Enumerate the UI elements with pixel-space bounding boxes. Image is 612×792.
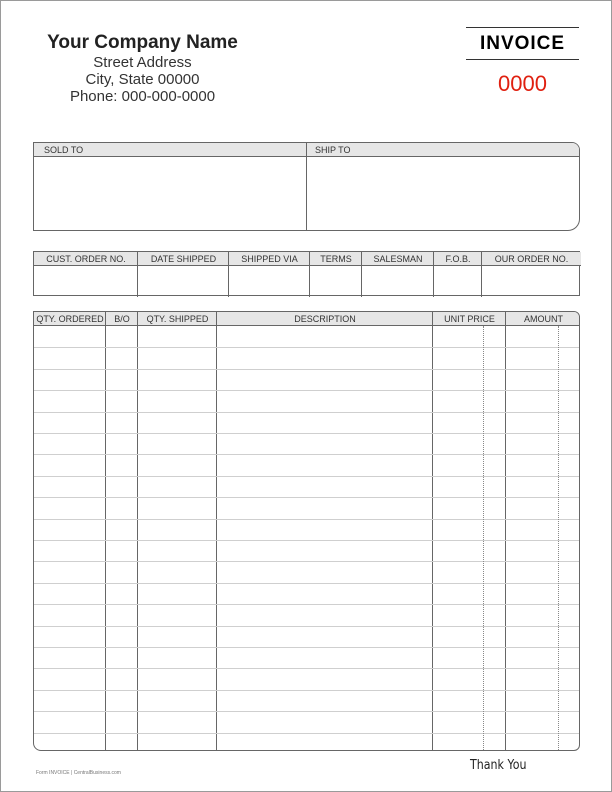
cents-divider: [483, 326, 484, 750]
row-line: [34, 604, 580, 605]
column-divider: [432, 312, 433, 750]
invoice-number: 0000: [498, 71, 547, 96]
sold-to-field[interactable]: [34, 157, 306, 231]
company-name: Your Company Name: [47, 32, 238, 53]
order-info-field[interactable]: [362, 266, 434, 296]
items-header: DESCRIPTION: [217, 312, 433, 326]
row-line: [34, 668, 580, 669]
order-info-field[interactable]: [482, 266, 581, 296]
order-info-header: F.O.B.: [434, 252, 482, 266]
items-header: AMOUNT: [506, 312, 580, 326]
invoice-title: INVOICE: [479, 33, 566, 54]
items-header: B/O: [106, 312, 138, 326]
row-line: [34, 583, 580, 584]
row-line: [34, 412, 580, 413]
row-line: [34, 347, 580, 348]
order-info-field[interactable]: [310, 266, 362, 296]
column-divider: [105, 312, 106, 750]
thank-you-text: Thank You: [470, 758, 527, 773]
row-line: [34, 390, 580, 391]
row-line: [34, 497, 580, 498]
line-items-table: [33, 311, 580, 751]
order-info-table: [33, 251, 580, 296]
ship-to-label: SHIP TO: [307, 143, 580, 157]
column-divider: [137, 312, 138, 750]
items-header: QTY. SHIPPED: [138, 312, 217, 326]
order-info-header: DATE SHIPPED: [138, 252, 229, 266]
company-street: Street Address: [93, 54, 192, 71]
items-header: UNIT PRICE: [433, 312, 506, 326]
row-line: [34, 540, 580, 541]
company-city: City, State 00000: [85, 71, 200, 88]
order-info-field[interactable]: [34, 266, 138, 296]
form-note: Form INVOICE | CentralBusiness.com: [36, 770, 121, 776]
row-line: [34, 626, 580, 627]
row-line: [34, 561, 580, 562]
row-line: [34, 433, 580, 434]
order-info-header: CUST. ORDER NO.: [34, 252, 138, 266]
row-line: [34, 647, 580, 648]
sold-ship-box: [33, 142, 580, 231]
company-block: [40, 32, 245, 105]
order-info-field[interactable]: [229, 266, 310, 296]
order-info-header: OUR ORDER NO.: [482, 252, 581, 266]
ship-to-field[interactable]: [307, 157, 580, 231]
row-line: [34, 519, 580, 520]
order-info-header: SHIPPED VIA: [229, 252, 310, 266]
invoice-title-block: [466, 27, 579, 60]
row-line: [34, 711, 580, 712]
items-header: QTY. ORDERED: [34, 312, 106, 326]
sold-to-label: SOLD TO: [34, 143, 307, 157]
row-line: [34, 454, 580, 455]
order-info-field[interactable]: [434, 266, 482, 296]
column-divider: [505, 312, 506, 750]
row-line: [34, 690, 580, 691]
cents-divider: [558, 326, 559, 750]
order-info-field[interactable]: [138, 266, 229, 296]
column-divider: [216, 312, 217, 750]
row-line: [34, 733, 580, 734]
row-line: [34, 369, 580, 370]
row-line: [34, 476, 580, 477]
order-info-header: SALESMAN: [362, 252, 434, 266]
order-info-header: TERMS: [310, 252, 362, 266]
company-phone: Phone: 000-000-0000: [69, 88, 216, 105]
